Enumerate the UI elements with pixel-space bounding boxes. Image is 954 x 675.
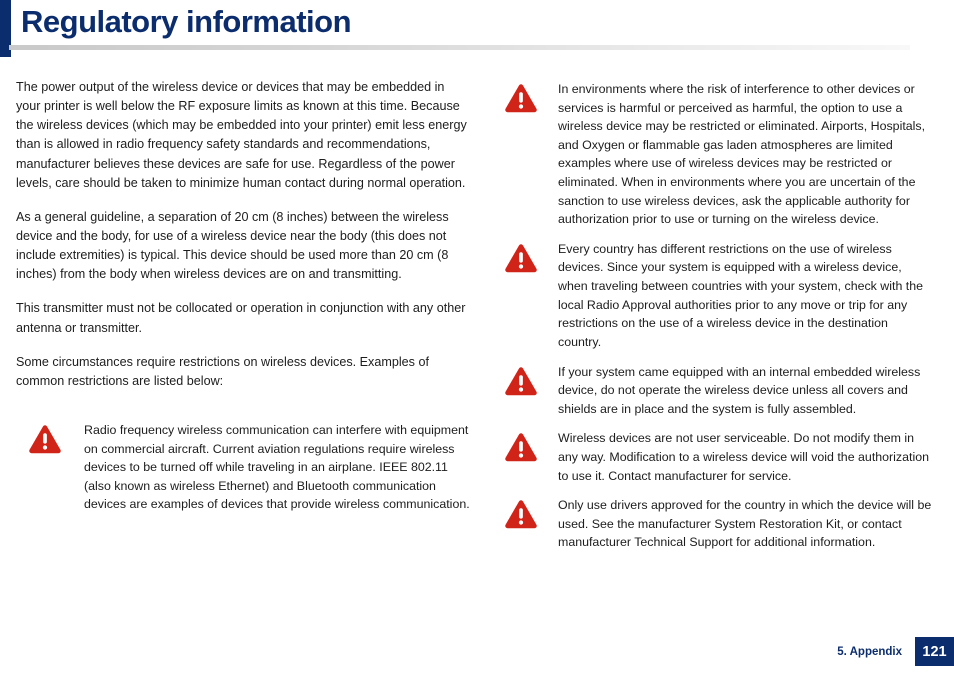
- warning-note: [504, 80, 932, 229]
- warning-text: If your system came equipped with an internal embedded wireless device, do not operate the wireless device unless all covers and shields are in place and the system is fully assembled.: [558, 364, 921, 416]
- warning-note: [504, 240, 932, 352]
- warning-text: In environments where the risk of interference to other devices or services is harmful or perceived as harmful, the option to use a wireless device may be restricted or eliminated. Airports, Hospitals, and Oxygen or flammable gas laden atmospheres are limited examples where use of wireless devices may be restricted or eliminated. When in environments where you are uncertain of the sanction to use wireless devices, ask the applicable authority for authorization prior to use or turning on the wireless device.: [558, 82, 926, 227]
- page-header: [0, 0, 954, 58]
- warning-triangle-icon: [504, 429, 538, 463]
- paragraph: Some circumstances require restrictions on wireless devices. Examples of common restrictions are listed below:: [16, 354, 429, 388]
- left-column: [16, 78, 472, 563]
- page-number-badge: 121: [915, 637, 954, 666]
- page-title: Regulatory information: [21, 4, 352, 39]
- footer-section-label: 5. Appendix: [837, 645, 902, 658]
- warning-note: [504, 496, 932, 552]
- warning-triangle-icon: [504, 496, 538, 530]
- paragraph: The power output of the wireless device or devices that may be embedded in your printer is well below the RF exposure limits as known at this time. Because the wireless devices (which may be embedded into your printer) emit less energy than is allowed in radio frequency safety standards and recommendations, manufacturer believes these devices are safe for use. Regardless of the power levels, care should be taken to minimize human contact during normal operation.: [16, 80, 467, 190]
- warning-text: Wireless devices are not user serviceable. Do not modify them in any way. Modification to a wireless device will void the authorization to use it. Contact manufacturer for service.: [558, 431, 929, 483]
- warning-triangle-icon: [504, 363, 538, 397]
- page-footer: [837, 637, 954, 666]
- warning-triangle-icon: [504, 240, 538, 274]
- warning-note: [16, 421, 472, 514]
- title-divider: [9, 45, 910, 50]
- warning-text: Radio frequency wireless communication can interfere with equipment on commercial aircraft. Current aviation regulations require wireless devices to be turned off while traveling in an airplane. IEEE 802.11 (also known as wireless Ethernet) and Bluetooth communication devices are examples of devices that provide wireless communication.: [84, 422, 470, 512]
- warning-text: Every country has different restrictions on the use of wireless devices. Since your system is equipped with a wireless device, when traveling between countries with your system, check with the local Radio Approval authorities prior to any move or trip for any restrictions on the use of a wireless device in the destination country.: [558, 241, 924, 349]
- paragraph: As a general guideline, a separation of 20 cm (8 inches) between the wireless device and the body, for use of a wireless device near the body (this does not include extremities) is typical. This device should be used more than 20 cm (8 inches) from the body when wireless devices are on and transmitting.: [16, 209, 449, 282]
- warning-note: [504, 429, 932, 485]
- warning-triangle-icon: [504, 80, 538, 114]
- warning-triangle-icon: [28, 421, 62, 455]
- warning-text: Only use drivers approved for the country in which the device will be used. See the manufacturer System Restoration Kit, or contact manufacturer Technical Support for additional information.: [558, 498, 932, 550]
- right-column: [504, 78, 932, 563]
- content-columns: [0, 58, 954, 563]
- warning-note: [504, 363, 932, 419]
- paragraph: This transmitter must not be collocated or operation in conjunction with any other antenna or transmitter.: [16, 301, 466, 335]
